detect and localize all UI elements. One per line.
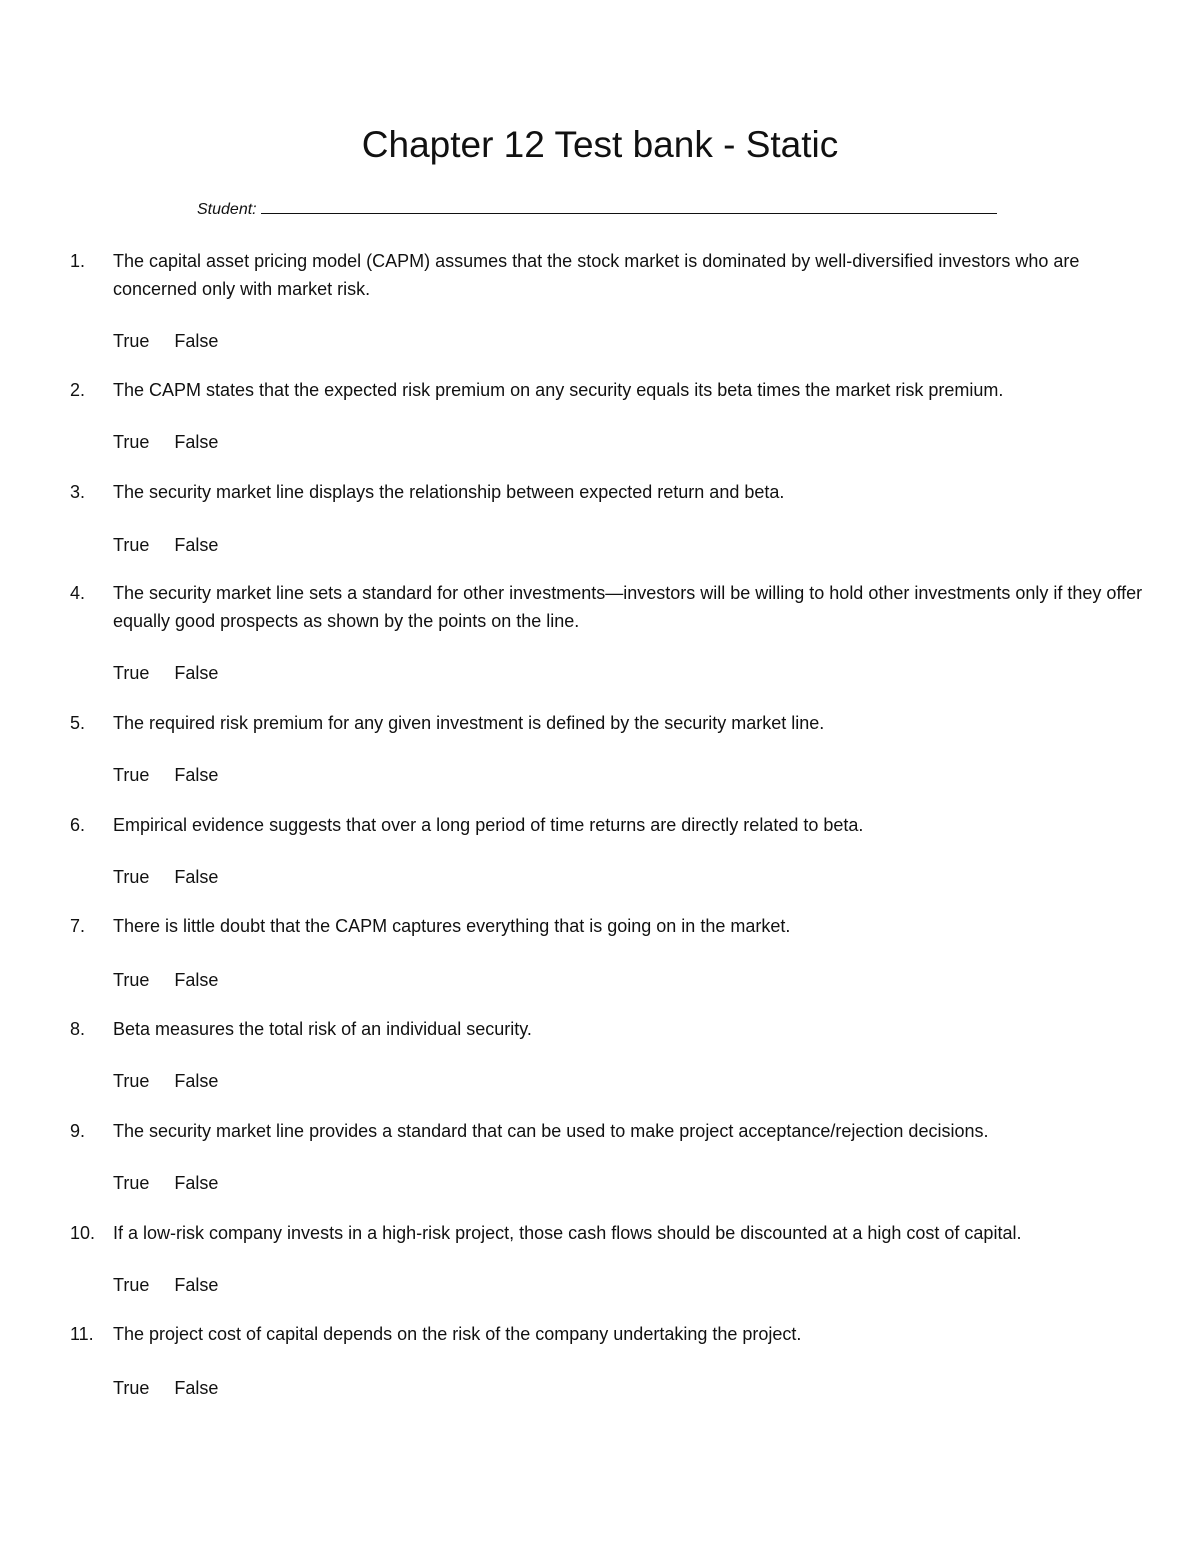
question-number: 5. bbox=[70, 713, 86, 733]
answer-true[interactable]: True bbox=[113, 535, 150, 555]
answer-false[interactable]: False bbox=[174, 1378, 219, 1398]
answer-true[interactable]: True bbox=[113, 1173, 150, 1193]
answer-false[interactable]: False bbox=[174, 1173, 219, 1193]
question-number: 8. bbox=[70, 1019, 86, 1039]
answer-false[interactable]: False bbox=[174, 765, 219, 785]
answer-false[interactable]: False bbox=[174, 867, 219, 887]
question-number: 10. bbox=[70, 1223, 96, 1243]
answer-true[interactable]: True bbox=[113, 1275, 150, 1295]
answer-false[interactable]: False bbox=[174, 1071, 219, 1091]
question-number: 2. bbox=[70, 380, 86, 400]
page-title: Chapter 12 Test bank - Static bbox=[361, 124, 839, 165]
answer-true[interactable]: True bbox=[113, 663, 150, 683]
answer-true[interactable]: True bbox=[113, 1378, 150, 1398]
question-text: The capital asset pricing model (CAPM) assumes that the stock market is dominated by well-diversified investors who are concerned only with market risk. bbox=[113, 251, 1080, 299]
question-text: The security market line sets a standard for other investments—investors will be willing to hold other investments only if they offer equally good prospects as shown by the points on the line. bbox=[113, 583, 1143, 631]
answer-true[interactable]: True bbox=[113, 867, 150, 887]
question-text: Empirical evidence suggests that over a long period of time returns are directly related to beta. bbox=[113, 815, 864, 835]
answer-false[interactable]: False bbox=[174, 1275, 219, 1295]
question-number: 11. bbox=[70, 1324, 94, 1344]
student-name-line bbox=[197, 201, 997, 219]
question-number: 1. bbox=[70, 251, 86, 271]
answer-true[interactable]: True bbox=[113, 970, 150, 990]
question-number: 3. bbox=[70, 482, 86, 502]
answer-options bbox=[113, 968, 218, 992]
answer-options bbox=[113, 865, 218, 889]
question-text: If a low-risk company invests in a high-risk project, those cash flows should be discounted at a high cost of capital. bbox=[113, 1223, 1022, 1243]
student-name-blank[interactable] bbox=[261, 201, 997, 214]
answer-options bbox=[113, 1376, 218, 1400]
answer-options bbox=[113, 1273, 218, 1297]
answer-true[interactable]: True bbox=[113, 1071, 150, 1091]
answer-options bbox=[113, 1171, 218, 1195]
answer-options bbox=[113, 430, 218, 454]
question-text: The project cost of capital depends on the risk of the company undertaking the project. bbox=[113, 1324, 802, 1344]
answer-false[interactable]: False bbox=[174, 663, 219, 683]
question-text: The required risk premium for any given investment is defined by the security market line. bbox=[113, 713, 825, 733]
question-text: There is little doubt that the CAPM captures everything that is going on in the market. bbox=[113, 916, 791, 936]
question-number: 6. bbox=[70, 815, 86, 835]
answer-false[interactable]: False bbox=[174, 535, 219, 555]
question-number: 9. bbox=[70, 1121, 86, 1141]
answer-options bbox=[113, 661, 218, 685]
question-number: 7. bbox=[70, 916, 86, 936]
question-text: Beta measures the total risk of an individual security. bbox=[113, 1019, 532, 1039]
answer-options bbox=[113, 329, 218, 353]
answer-false[interactable]: False bbox=[174, 432, 219, 452]
question-text: The CAPM states that the expected risk premium on any security equals its beta times the market risk premium. bbox=[113, 380, 1004, 400]
answer-false[interactable]: False bbox=[174, 331, 219, 351]
answer-options bbox=[113, 763, 218, 787]
answer-true[interactable]: True bbox=[113, 331, 150, 351]
question-number: 4. bbox=[70, 583, 86, 603]
answer-false[interactable]: False bbox=[174, 970, 219, 990]
answer-options bbox=[113, 533, 218, 557]
answer-true[interactable]: True bbox=[113, 765, 150, 785]
question-text: The security market line displays the relationship between expected return and beta. bbox=[113, 482, 785, 502]
student-label: Student: bbox=[197, 201, 257, 218]
answer-options bbox=[113, 1069, 218, 1093]
answer-true[interactable]: True bbox=[113, 432, 150, 452]
question-text: The security market line provides a standard that can be used to make project acceptance/rejection decisions. bbox=[113, 1121, 989, 1141]
